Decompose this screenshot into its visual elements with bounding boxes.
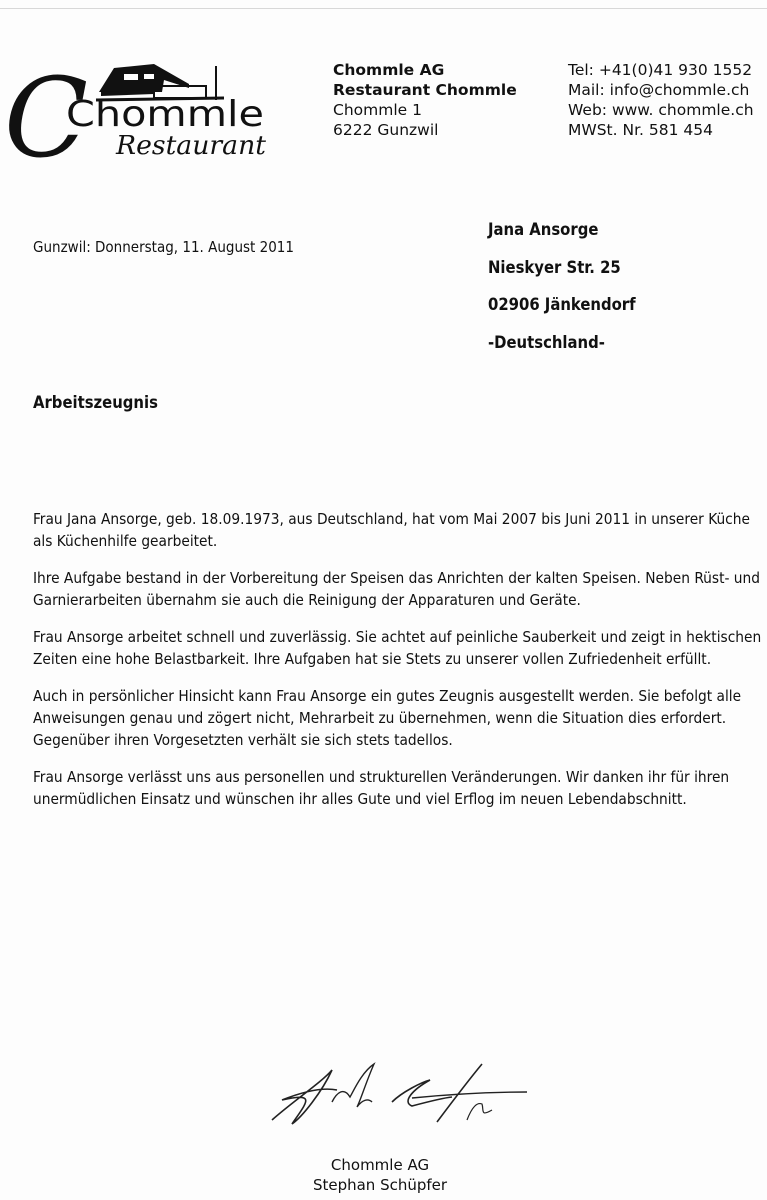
company-name: Chommle AG [333,61,445,79]
paragraph: Auch in persönlicher Hinsicht kann Frau Ansorge ein gutes Zeugnis ausgestellt werden. Sie befolgt alle Anweisungen genau und zögert nicht, Mehrarbeit zu übernehmen, wenn die Situation dies erfordert. Gegenüber ihren Vorgesetzten verhält sie sich stets tadellos. [33,687,742,749]
restaurant-logo [4,44,274,162]
company-address [333,60,517,140]
signer-name: Stephan Schüpfer [312,1176,448,1194]
paragraph: Ihre Aufgabe bestand in der Vorbereitung der Speisen das Anrichten der kalten Speisen. Neben Rüst- und Garnierarbeiten übernahm sie auch die Reinigung der Apparaturen und Geräte. [33,569,760,609]
company-street: Chommle 1 [333,101,422,119]
restaurant-name: Restaurant Chommle [333,81,517,99]
logo-big-c: C [4,54,89,162]
company-contact [568,60,754,140]
paragraph: Frau Ansorge arbeitet schnell und zuverlässig. Sie achtet auf peinliche Sauberkeit und zeigt in hektischen Zeiten eine hohe Belastbarkeit. Ihre Aufgaben hat sie Stets zu unserer vollen Zufriedenheit erfüllt. [33,628,762,668]
signer-company: Chommle AG [330,1156,430,1174]
date-line: Gunzwil: Donnerstag, 11. August 2011 [33,238,294,256]
company-city: 6222 Gunzwil [333,121,439,139]
paragraph: Frau Ansorge verlässt uns aus personellen und strukturellen Veränderungen. Wir danken ihr für ihren unermüdlichen Einsatz und wünschen ihr alles Gute und viel Erflog im neuen Lebendabschnitt. [33,768,730,808]
page-top-edge [0,8,767,9]
contact-tel: Tel: +41(0)41 930 1552 [568,61,753,79]
recipient-name: Jana Ansorge [488,220,599,239]
logo-name: Chommle [66,94,264,135]
handwritten-signature [262,1062,542,1132]
paragraph: Frau Jana Ansorge, geb. 18.09.1973, aus Deutschland, hat vom Mai 2007 bis Juni 2011 in unserer Küche als Küchenhilfe gearbeitet. [33,510,750,550]
recipient-country: -Deutschland- [488,332,605,352]
signer-block [300,1155,460,1195]
contact-vat: MWSt. Nr. 581 454 [568,121,713,139]
recipient-street: Nieskyer Str. 25 [488,257,621,277]
letter-body [33,508,767,825]
letter-subject: Arbeitszeugnis [33,393,158,412]
logo-tagline: Restaurant [114,131,267,161]
contact-mail: Mail: info@chommle.ch [568,81,750,99]
contact-web: Web: www. chommle.ch [568,101,754,119]
recipient-city: 02906 Jänkendorf [488,295,636,314]
recipient-address [488,220,636,370]
